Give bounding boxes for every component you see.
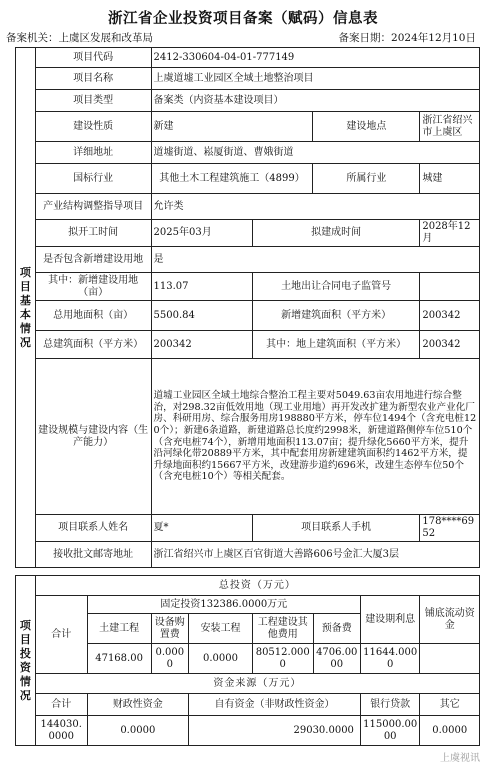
scale-label: 建设规模与建设内容（生产能力） (35, 359, 151, 515)
civil-works-label: 土建工程 (87, 614, 151, 644)
other-costs-value: 80512.0000 (252, 644, 313, 674)
table-row (16, 48, 480, 68)
investment-table (15, 575, 480, 746)
installation-label: 安装工程 (189, 614, 253, 644)
table-row (16, 247, 480, 273)
equipment-value: 0.0000 (151, 644, 188, 674)
table-row (16, 112, 480, 142)
fiscal-label: 财政性资金 (87, 694, 188, 716)
total-label: 合计 (35, 596, 87, 674)
project-type-label: 项目类型 (35, 90, 151, 112)
fiscal-value: 0.0000 (87, 716, 188, 746)
industry-value: 其他土木工程建筑施工（4899） (151, 164, 313, 194)
fund-total-label: 合计 (35, 694, 87, 716)
above-ground-value: 200342 (420, 331, 480, 359)
total-investment-title: 总投资（万元） (35, 576, 479, 596)
project-name-value: 上虞道墟工业园区全域土地整治项目 (151, 68, 479, 90)
new-land-area-label: 其中：新增建设用地（亩） (35, 273, 151, 301)
address-value: 道墟街道、崧厦街道、曹娥街道 (151, 142, 479, 164)
phone-value: 178****6952 (420, 515, 480, 542)
new-land-value: 是 (151, 247, 479, 273)
table-row (16, 220, 480, 247)
table-row (16, 331, 480, 359)
other-costs-label: 工程建设其他费用 (252, 614, 313, 644)
contact-label: 项目联系人姓名 (35, 515, 151, 542)
project-name-label: 项目名称 (35, 68, 151, 90)
table-row (16, 674, 480, 694)
table-row (16, 142, 480, 164)
finish-label: 拟建成时间 (252, 220, 419, 247)
total-land-label: 总用地面积（亩） (35, 301, 151, 331)
section-investment-label: 项目投资情况 (16, 576, 36, 746)
working-capital-value (420, 644, 480, 674)
total-land-value: 5500.84 (151, 301, 252, 331)
table-row (16, 68, 480, 90)
address-label: 详细地址 (35, 142, 151, 164)
table-row (16, 90, 480, 112)
section-basic-label: 项目基本情况 (16, 48, 36, 568)
phone-label: 项目联系人手机 (252, 515, 419, 542)
guide-label: 产业结构调整指导项目 (35, 194, 151, 220)
scale-value: 道墟工业园区全域土地综合整治工程主要对5049.63亩农用地进行综合整治，对298.32亩低效用地（现工业用地）再开发改扩建为新型农业产业化厂房、科研用房、综合服务用房198880平方米，停车位1494个（含充电桩120个）；新建6条道路，新建道路总长度约2998米，新建道路侧停车位510个（含充电桩74个），新增用地面积113.07亩；提升绿化5660平方米，提升沿河绿化带20889平方米，其中配套用房新建建筑面积约1462平方米，提升绿地面积约15667平方米，改建游步道约696米，改建生态停车位50个（含充电桩10个）等相关配套。 (151, 359, 479, 515)
corner-logo: 上虞视讯 (440, 753, 480, 764)
e-number-value (420, 273, 480, 301)
own-funds-value: 29030.0000 (189, 716, 361, 746)
nature-label: 建设性质 (35, 112, 151, 142)
loan-label: 银行贷款 (360, 694, 420, 716)
start-label: 拟开工时间 (35, 220, 151, 247)
above-ground-label: 其中：地上建筑面积（平方米） (252, 331, 419, 359)
mail-value: 浙江省绍兴市上虞区百官街道大善路606号金汇大厦3层 (151, 542, 479, 568)
project-type-value: 备案类（内资基本建设项目） (151, 90, 479, 112)
installation-value: 0.0000 (189, 644, 253, 674)
table-row (16, 273, 480, 301)
equipment-label: 设备购置费 (151, 614, 188, 644)
finish-value: 2028年12月 (420, 220, 480, 247)
interest-label: 建设期利息 (360, 596, 420, 644)
sector-value: 城建 (420, 164, 480, 194)
new-build-area-label: 新增建筑面积（平方米） (252, 301, 419, 331)
loan-value: 115000.0000 (360, 716, 420, 746)
guide-value: 允许类 (151, 194, 479, 220)
table-row (16, 301, 480, 331)
own-funds-label: 自有资金（非财政性资金） (189, 694, 361, 716)
table-row (16, 164, 480, 194)
table-row (16, 359, 480, 515)
new-land-area-value: 113.07 (151, 273, 252, 301)
reserve-label: 预备费 (313, 614, 360, 644)
total-build-area-label: 总建筑面积（平方米） (35, 331, 151, 359)
table-row (16, 542, 480, 568)
table-row (16, 716, 480, 746)
nature-value: 新建 (151, 112, 313, 142)
fund-source-title: 资金来源（万元） (35, 674, 479, 694)
reserve-value: 4706.0000 (313, 644, 360, 674)
filing-agency: 备案机关：上虞区发展和改革局 (6, 32, 153, 44)
other-label: 其它 (420, 694, 480, 716)
contact-value: 夏* (151, 515, 252, 542)
fixed-investment: 固定投资132386.0000万元 (87, 596, 360, 614)
industry-label: 国标行业 (35, 164, 151, 194)
table-row (16, 576, 480, 596)
interest-value: 11644.0000 (360, 644, 420, 674)
table-row (16, 515, 480, 542)
other-value: 0.0000 (420, 716, 480, 746)
table-row (16, 694, 480, 716)
table-row (16, 596, 480, 614)
civil-works-value: 47168.00 (87, 644, 151, 674)
start-value: 2025年03月 (151, 220, 252, 247)
fund-total-value: 144030.0000 (35, 716, 87, 746)
total-build-area-value: 200342 (151, 331, 252, 359)
mail-label: 接收批文邮寄地址 (35, 542, 151, 568)
working-capital-label: 铺底流动资金 (420, 596, 480, 644)
filing-date: 备案日期：2024年12月10日 (338, 32, 476, 44)
sector-label: 所属行业 (313, 164, 420, 194)
info-table (15, 47, 480, 568)
document-title: 浙江省企业投资项目备案（赋码）信息表 (108, 11, 378, 27)
project-code-label: 项目代码 (35, 48, 151, 68)
new-land-label: 是否包含新增建设用地 (35, 247, 151, 273)
project-code-value: 2412-330604-04-01-777149 (151, 48, 479, 68)
new-build-area-value: 200342 (420, 301, 480, 331)
location-value: 浙江省绍兴市上虞区 (420, 112, 480, 142)
table-row (16, 194, 480, 220)
location-label: 建设地点 (313, 112, 420, 142)
e-number-label: 土地出让合同电子监管号 (252, 273, 419, 301)
